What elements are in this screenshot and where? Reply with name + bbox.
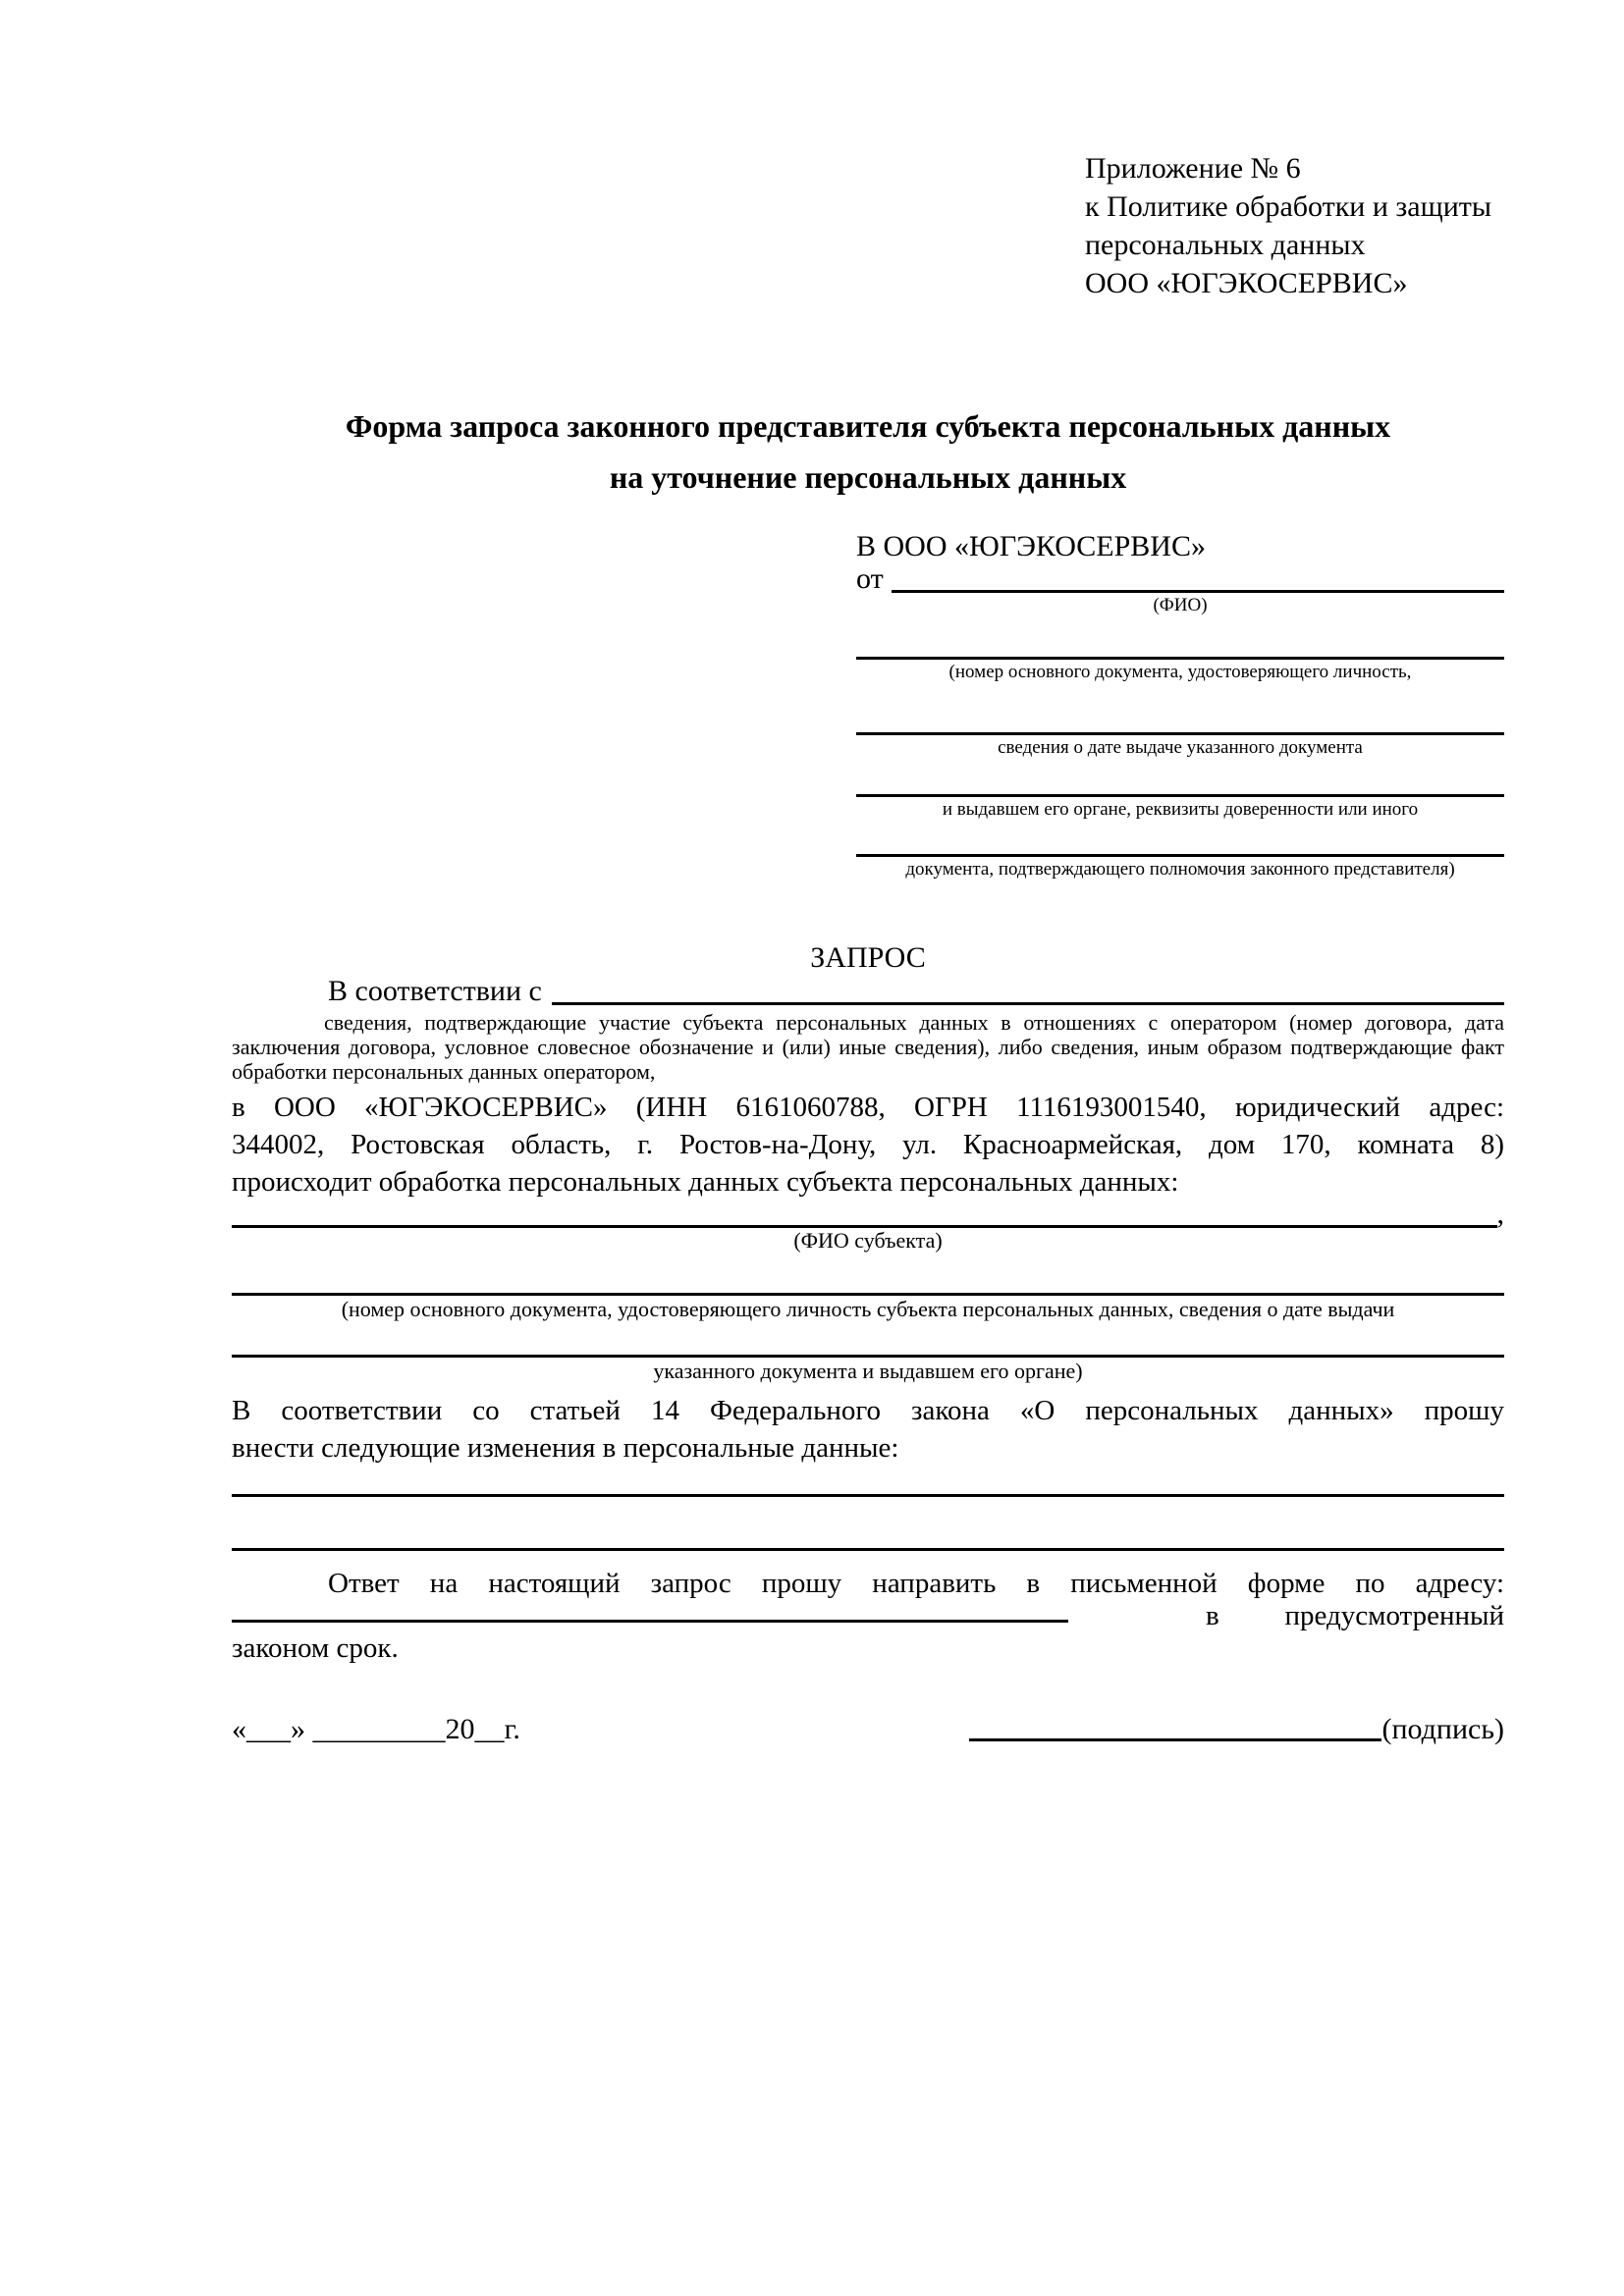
response-word: в — [1206, 1600, 1219, 1631]
response-word: предусмотренный — [1284, 1600, 1504, 1631]
response-line: законом срок. — [232, 1632, 399, 1664]
representative-doc-caption: и выдавшем его органе, реквизиты доверенности или иного — [942, 799, 1419, 820]
title-line-2: на уточнение персональных данных — [609, 459, 1127, 495]
law-paragraph — [232, 1392, 1504, 1467]
document-title — [232, 400, 1504, 503]
operator-paragraph-line: происходит обработка персональных данных субъекта персональных данных: — [232, 1166, 1179, 1198]
from-label: от — [856, 562, 884, 595]
operator-paragraph-line: в ООО «ЮГЭКОСЕРВИС» (ИНН 6161060788, ОГРН 1116193001540, юридический адрес: — [232, 1092, 1504, 1123]
from-field — [856, 562, 1504, 595]
changes-field-line — [232, 1548, 1504, 1551]
fine-print-line: заключения договора, условное словесное обозначение и (или) иные сведения), либо сведения, иным образом подтверждающие факт — [232, 1035, 1504, 1059]
representative-doc-caption: сведения о дате выдаче указанного документа — [998, 737, 1363, 758]
operator-paragraph — [232, 1089, 1504, 1201]
date-field: «___» _________20__г. — [232, 1713, 520, 1745]
signature-field — [969, 1710, 1504, 1749]
title-line-1: Форма запроса законного представителя субъекта персональных данных — [345, 408, 1391, 444]
addressee-block — [856, 528, 1504, 882]
response-line: Ответ на настоящий запрос прошу направить в письменной форме по адресу: — [328, 1568, 1504, 1599]
subject-fio-field — [232, 1198, 1504, 1230]
representative-doc-caption: документа, подтверждающего полномочия законного представителя) — [905, 859, 1455, 880]
fio-caption: (ФИО) — [1153, 595, 1208, 615]
basis-label: В соответствии с — [328, 975, 542, 1007]
header-line: ООО «ЮГЭКОСЕРВИС» — [1085, 267, 1408, 299]
footer — [232, 1710, 1504, 1749]
law-paragraph-line: внести следующие изменения в персональные данные: — [232, 1432, 899, 1464]
law-paragraph-line: В соответствии со статьей 14 Федерального закона «О персональных данных» прошу — [232, 1395, 1504, 1426]
address-field — [232, 1601, 1504, 1630]
representative-doc-caption: (номер основного документа, удостоверяющего личность, — [948, 662, 1412, 682]
response-paragraph — [232, 1566, 1504, 1666]
request-heading: ЗАПРОС — [810, 941, 926, 974]
signature-field-line — [969, 1738, 1381, 1741]
trailing-comma: , — [1496, 1198, 1504, 1230]
address-field-line — [232, 1620, 1068, 1623]
changes-field-line — [232, 1494, 1504, 1497]
subject-fio-caption: (ФИО субъекта) — [793, 1228, 943, 1253]
signature-caption: (подпись) — [1381, 1713, 1504, 1745]
header-line: к Политике обработки и защиты — [1085, 190, 1492, 223]
subject-doc-caption: (номер основного документа, удостоверяющего личность субъекта персональных данных, сведения о дате выдачи — [341, 1297, 1395, 1321]
header-line: Приложение № 6 — [1085, 152, 1301, 185]
header-line: персональных данных — [1085, 229, 1366, 261]
fine-print — [232, 1010, 1504, 1084]
addressee-organization: В ООО «ЮГЭКОСЕРВИС» — [856, 530, 1206, 562]
header-block — [1085, 149, 1504, 302]
fine-print-line: обработки персональных данных оператором, — [232, 1059, 656, 1084]
basis-field-line — [552, 1002, 1504, 1005]
subject-doc-caption: указанного документа и выдавшем его органе) — [653, 1359, 1083, 1383]
basis-field — [232, 975, 1504, 1007]
operator-paragraph-line: 344002, Ростовская область, г. Ростов-на-Дону, ул. Красноармейская, дом 170, комната 8) — [232, 1129, 1504, 1160]
fine-print-line: сведения, подтверждающие участие субъекта персональных данных в отношениях с оператором (номер договора, дата — [324, 1010, 1504, 1035]
